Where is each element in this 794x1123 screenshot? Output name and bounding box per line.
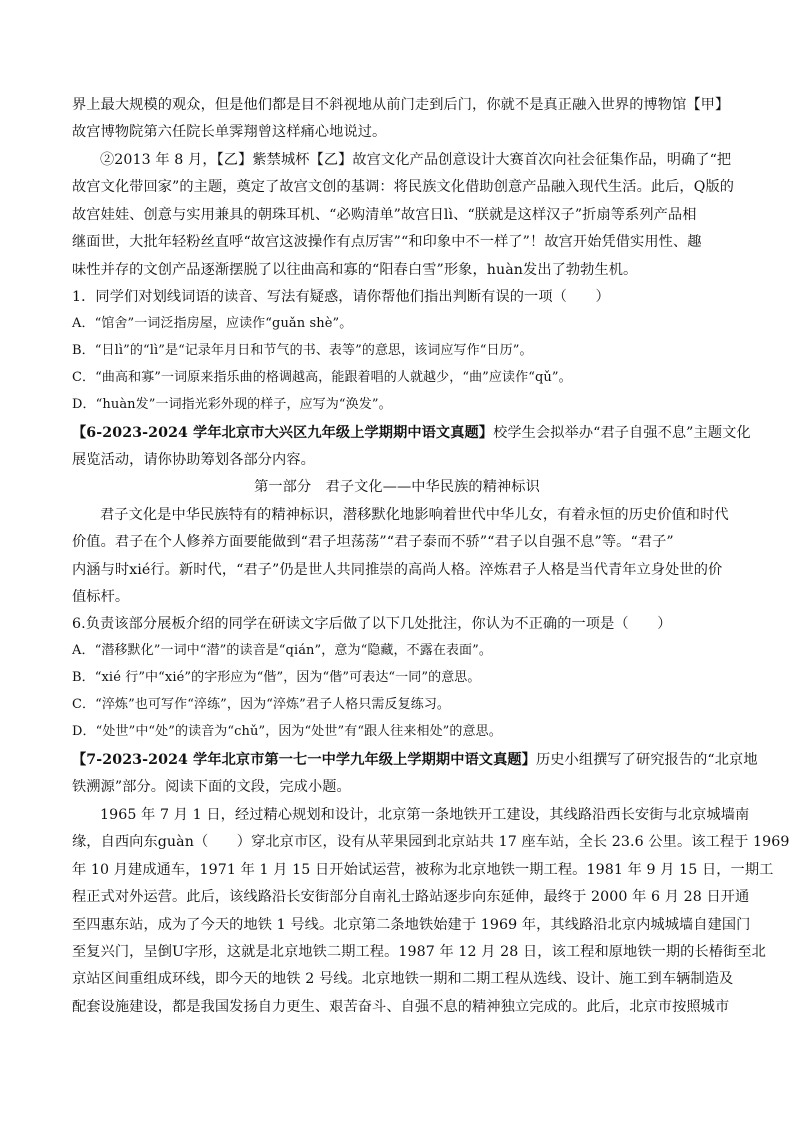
paragraph-line: 至复兴门，呈倒U字形，这就是北京地铁二期工程。1987 年 12 月 28 日，该工程和原地铁一期的长椿街至北 [72,944,766,960]
paragraph-line: 铁溯源”部分。阅读下面的文段，完成小题。 [72,779,351,795]
paragraph-line: 故宫文化带回家”的主题，奠定了故宫文创的基调：将民族文化借助创意产品融入现代生活。此后，Q版的 [72,179,735,195]
option-d: D．“处世”中“处”的读音为“chǔ”，因为“处世”有“跟人往来相处”的意思。 [72,724,502,739]
option-c: C．“曲高和寡”一词原来指乐曲的格调越高，能跟着唱的人就越少，“曲”应读作“qǔ”。 [72,370,572,385]
paragraph-line: 内涵与时xié行。新时代，“君子”仍是世人共同推崇的高尚人格。淬炼君子人格是当代青年立身处世的价 [72,562,723,578]
paragraph-line: 京站区间重组成环线，即今天的地铁 2 号线。北京地铁一期和二期工程从选线、设计、施工到车辆制造及 [72,971,734,987]
question-stem: 1．同学们对划线词语的读音、写法有疑惑，请你帮他们指出判断有误的一项（ ） [72,289,610,305]
paragraph-line: 故宫博物院第六任院长单霁翔曾这样痛心地说过。 [72,124,387,140]
option-a: A．“馆舍”一词泛指房屋，应读作“guǎn shè”。 [72,316,353,331]
paragraph-line: 年 10 月建成通车，1971 年 1 月 15 日开始试运营，被称为北京地铁一期工程。1981 年 9 月 15 日，一期工 [72,862,774,878]
paragraph-line: 界上最大规模的观众，但是他们都是目不斜视地从前门走到后门，你就不是真正融入世界的博物馆【甲】 [72,97,730,113]
paragraph-line: 配套设施建设，都是我国发扬自力更生、艰苦奋斗、自强不息的精神独立完成的。此后，北京市按照城市 [72,999,730,1015]
source-heading-line [72,750,758,770]
paragraph-line: 缘，自西向东guàn（ ）穿北京市区，设有从苹果园到北京站共 17 座车站，全长 23.6 公里。该工程于 1969 [72,834,790,850]
option-b: B．“xié 行”中“xié”的字形应为“偕”，因为“偕”可表达“一同”的意思。 [72,670,481,685]
paragraph-line: 1965 年 7 月 1 日，经过精心规划和设计，北京第一条地铁开工建设，其线路沿西长安街与北京城墙南 [100,807,750,823]
question-stem: 6.负责该部分展板介绍的同学在研读文字后做了以下几处批注，你认为不正确的一项是（ ） [72,616,672,632]
prompt-text: 校学生会拟举办“君子自强不息”主题文化 [493,425,751,441]
option-d: D．“huàn发”一词指光彩外现的样子，应写为“涣发”。 [72,397,392,412]
paragraph-line: 价值。君子在个人修养方面要能做到“君子坦荡荡”“君子泰而不骄”“君子以自强不息”等。“君子” [72,534,674,550]
paragraph-line: 继面世，大批年轻粉丝直呼“故宫这波操作有点厉害”“和印象中不一样了”！故宫开始凭借实用性、趣 [72,234,702,250]
source-heading-line [72,423,751,443]
paragraph-line: ②2013 年 8 月，【乙】紫禁城杯【乙】故宫文化产品创意设计大赛首次向社会征集作品，明确了“把 [100,152,732,168]
paragraph-line: 展览活动，请你协助筹划各部分内容。 [72,452,315,468]
paragraph-line: 君子文化是中华民族特有的精神标识，潜移默化地影响着世代中华儿女，有着永恒的历史价值和时代 [100,507,729,523]
option-b: B．“日lì”的“lì”是“记录年月日和节气的书、表等”的意思，该词应写作“日历”。 [72,343,533,358]
option-a: A．“潜移默化”一词中“潜”的读音是“qián”，意为“隐藏，不露在表面”。 [72,643,492,658]
paragraph-line: 故宫娃娃、创意与实用兼具的朝珠耳机、“必购清单”故宫日lì、“朕就是这样汉子”折扇等系列产品相 [72,207,697,223]
source-heading: 【6-2023-2024 学年北京市大兴区九年级上学期期中语文真题】 [72,425,494,441]
source-heading: 【7-2023-2024 学年北京市第一七一中学九年级上学期期中语文真题】 [72,752,536,768]
paragraph-line: 值标杆。 [72,589,130,605]
option-c: C．“淬炼”也可写作“淬练”，因为“淬炼”君子人格只需反复练习。 [72,697,451,712]
paragraph-line: 程正式对外运营。此后，该线路沿长安街部分自南礼士路站逐步向东延伸，最终于 2000 年 6 月 28 日开通 [72,889,750,905]
paragraph-line: 至四惠东站，成为了今天的地铁 1 号线。北京第二条地铁始建于 1969 年，其线路沿北京内城城墙自建国门 [72,917,751,933]
section-title: 第一部分 君子文化——中华民族的精神标识 [254,479,540,495]
paragraph-line: 味性并存的文创产品逐渐摆脱了以往曲高和寡的“阳春白雪”形象，huàn发出了勃勃生机。 [72,262,638,278]
prompt-text: 历史小组撰写了研究报告的“北京地 [535,752,758,768]
